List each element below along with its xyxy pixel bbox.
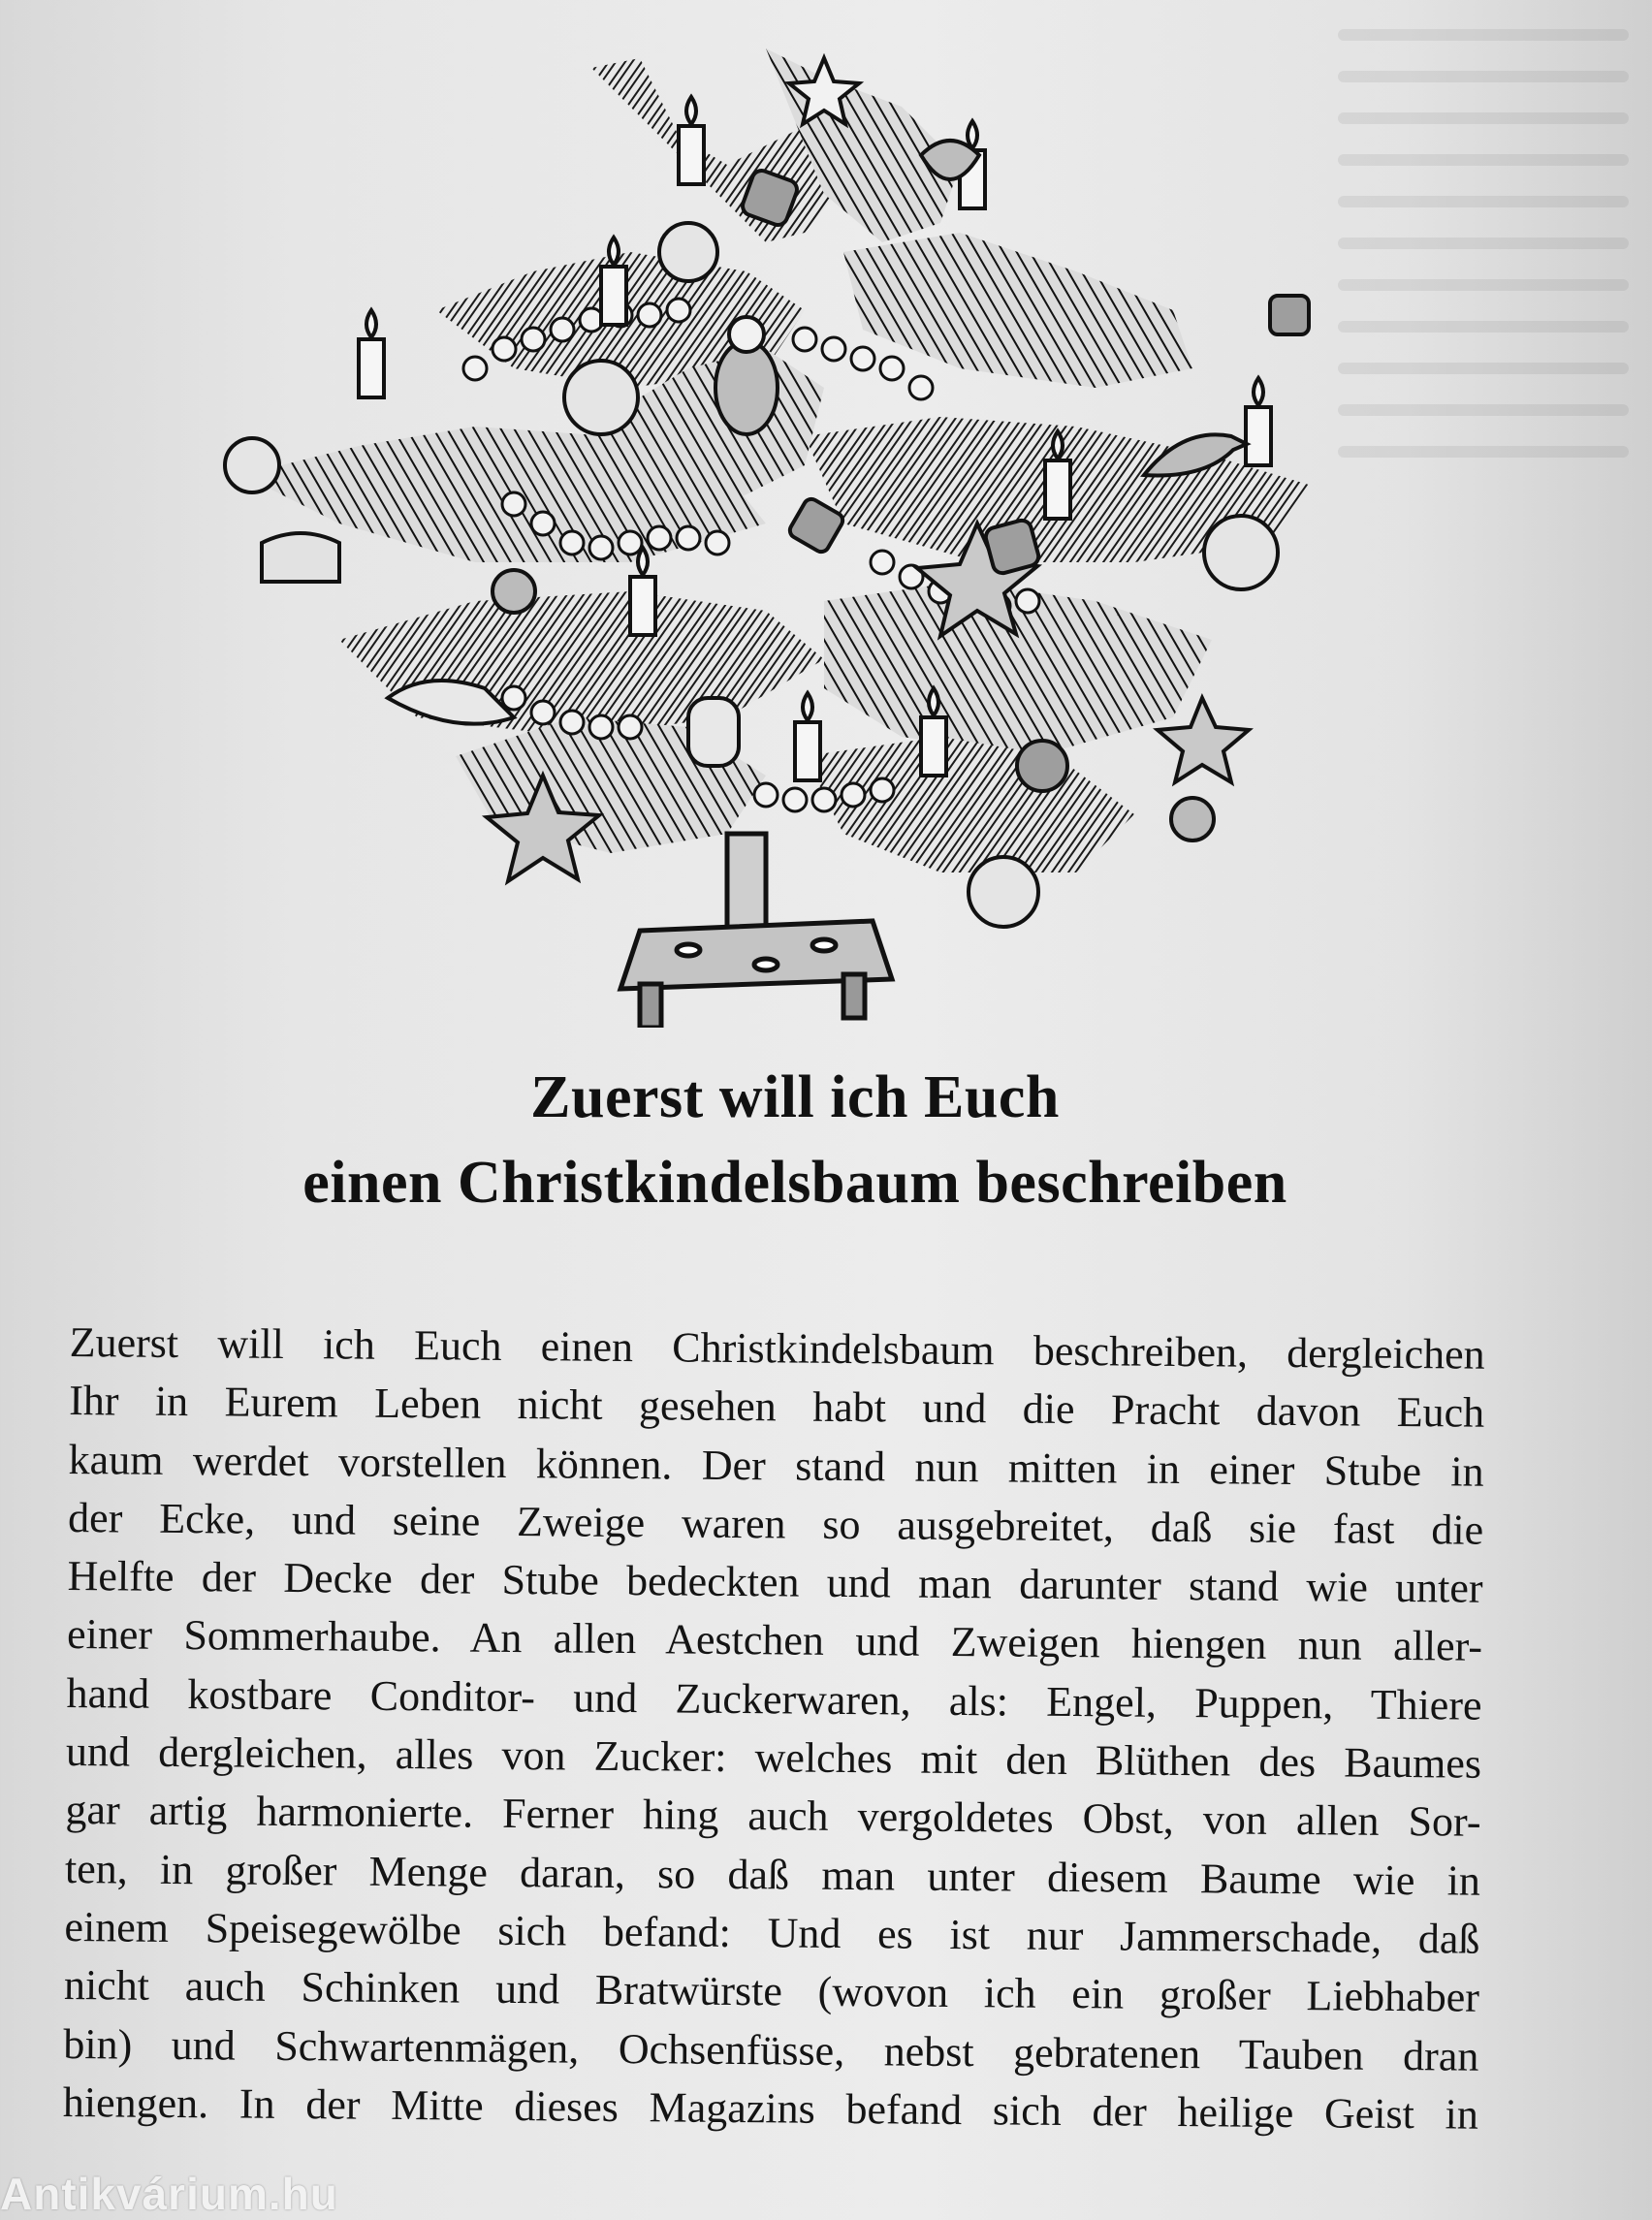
christmas-tree-illustration: [223, 19, 1386, 1028]
title-line-2: einen Christkindelsbaum beschreiben: [302, 1150, 1287, 1216]
body-line: einer Sommerhaube. An allen Aestchen und Zweigen hiengen nun aller-: [66, 1610, 1483, 1671]
body-line: Zuerst will ich Euch einen Christkindelsbaum beschreiben, dergleichen: [69, 1317, 1485, 1379]
body-line: Ihr in Eurem Leben nicht gesehen habt und die Pracht davon Euch: [69, 1377, 1485, 1438]
body-line: kaum werdet vorstellen können. Der stand nun mitten in einer Stube in: [68, 1435, 1484, 1496]
body-line: hand kostbare Conditor- und Zuckerwaren, als: Engel, Puppen, Thiere: [66, 1668, 1482, 1729]
title-line-1: Zuerst will ich Euch: [530, 1064, 1060, 1130]
tree-trunk-and-stand: [620, 834, 892, 1028]
body-line: Helfte der Decke der Stube bedeckten und man darunter stand wie unter: [67, 1552, 1483, 1612]
watermark: Antikvárium.hu: [0, 2169, 338, 2219]
body-line: und dergleichen, alles von Zucker: welches mit den Blüthen des Baumes: [65, 1728, 1482, 1788]
body-line: ten, in großer Menge daran, so daß man unter diesem Baume wie in: [64, 1844, 1481, 1905]
body-line: hiengen. In der Mitte dieses Magazins befand sich der heilige Geist in: [62, 2077, 1479, 2139]
body-line: nicht auch Schinken und Bratwürste (wovon ich ein großer Liebhaber: [63, 1961, 1480, 2021]
tree-branches: [242, 48, 1309, 872]
body-line: gar artig harmonierte. Ferner hing auch vergoldetes Obst, von allen Sor-: [65, 1786, 1481, 1847]
body-paragraph: [63, 1314, 1485, 2144]
body-line: bin) und Schwartenmägen, Ochsenfüsse, nebst gebratenen Tauben dran: [63, 2019, 1479, 2080]
body-line: der Ecke, und seine Zweige waren so ausgebreitet, daß sie fast die: [67, 1493, 1484, 1554]
body-line: einem Speisegewölbe sich befand: Und es ist nur Jammerschade, daß: [64, 1902, 1480, 1963]
